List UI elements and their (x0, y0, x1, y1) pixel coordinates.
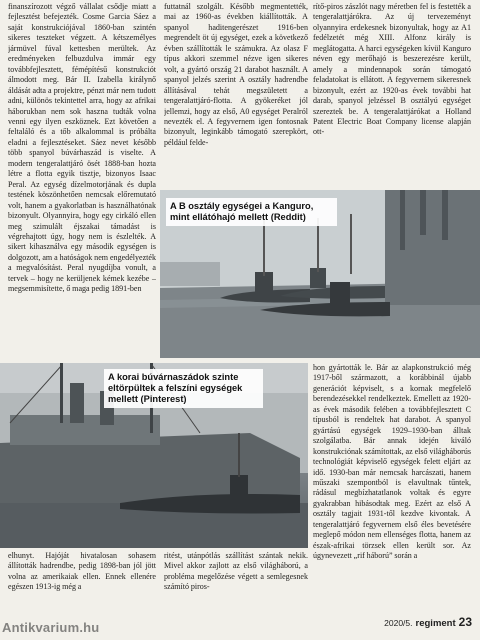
watermark: Antikvarium.hu (2, 620, 100, 635)
article-column-2-bottom (164, 551, 308, 613)
submarines-photo (160, 190, 480, 358)
article-paragraph: elhunyt. Hajóját hivatalosan sohasem állították hadrendbe, pedig 1898-ban jól jött volna az amerikaiak ellen. Ennek ellenére egészen 1913-ig még a (8, 551, 156, 592)
article-paragraph: futtatnál szolgált. Később megmentették, mai az 1960-as években kiállították. A spanyol haditengerészet 1916-ben megrendelt öt új egységet, ezek a következő évben szállították le számukra. Az olasz F típus akkori szemmel nézve igen sikeres volt, a gyártó ország 21 darabot használt. A spanyol jelzés szerint A osztály hadrendbe állításával tehát megszületett a tengeralattjáró-flotta. A gyökeréket jól jellemzi, hogy az első, A0 egységet Peralról nevezték el. A fegyvernem igen fontosnak bizonyult, leginkább támogató szerepkört, például felde- (164, 2, 308, 147)
warship-photo (0, 363, 308, 548)
article-column-2-top (164, 2, 308, 188)
magazine-name: regiment (415, 618, 456, 629)
article-column-1-bottom (8, 551, 156, 613)
article-column-3-top (313, 2, 471, 188)
article-paragraph: rítő-piros zászlót nagy méretben fel is festették a tengeralattjárókra. Az új tervezeményt olyannyira erdekesnek bizonyultak, hogy az A1 fedélzetét még XIII. Alfonz király is meglátogatta. A harci egységeken kívül Kanguro néven egy merőhajó is beszerezésre került, amely a mindennapok során támogató feladatokat is ellátott. A fegyvernem sikeresnek bizonyult, ezért az 1920-as évek további hat darab, spanyol jelzéssel B osztályú egységet szereztek be. A tengeralattjárókat a Holland Patent Electric Boat Company license alapján ott- (313, 2, 471, 137)
article-paragraph: hon gyártották le. Bár az alapkonstrukció még 1917-ből származott, a korábbinál újabb generációt képviselt, s a kornak megfelelő berendezésekkel rendelkeztek. Emellett az 1920-as évek második felében a továbbfejlesztett C típusból is rendeltek hat darabot. A spanyol gyártású egységek 1929–1930-ban álltak szolgálatba. Bár annak idején kiváló konstrukciónak számítottak, az első világháborús technológiát képviselő egységek felett eljárt az idő. 1930-ban már nemcsak harcászati, hanem műszaki szempontból is elavultnak tűntek, rádásul megbízhatatlanok voltak és egyre gyakrabban hibásodtak meg. Ezért az első A osztály tagjait 1931-től kezdve kivontak. A tengeralattjáró fegyvernem első éles bevetésére meglepő módon nem ellenséges flotta, hanem az észak-afrikai törzsek ellen került sor. Az úgynevezett „rif háború” során a (313, 363, 471, 561)
photo-caption: A B osztály egységei a Kanguro, mint ellátóhajó mellett (Reddit) (166, 198, 337, 226)
page-number: 23 (458, 615, 472, 629)
article-paragraph: finanszírozott végző vállalat csődje miatt a fejlesztést befejezték. Cosme Garcia Sáez a saját konstrukciójával 1860-ban szintén sikeres teszteket végzett. A kétszemélyes jármüvel fúval kettesben merültek. Az eredményeken felbuzdulva immár egy továbbfejlesztett, fémépítésű konstrukciót álmodott meg. Bár II. Izabella királynő áldását adta a projektre, pénzt már nem tudott adni, különös tekintettel arra, hogy az afrikai háborukban nem sok haszna tudták volna venni egy ilyen eszköznek. Ezt követően a feltaláló és a tőb alkalommal is próbálta eladni a fejlesztéseket. Sáez nevet később több spanyol búvárhaszád is viselte. A modern tengeralattjáró ösét 1888-ban hozta létre a flotta egyik tisztje, bizonyos Isaac Peral. Az egység dízelmotorjának és dupla testének köszönhetően nemcsak előremutató volt, hanem a gyakorlatban is használhatónak bizonyult. Olyannyira, hogy egy cirkáló ellen meg szimulált éjszakai támadást is végrehajtott úgy, hogy nem is észlelték. A sikert kihasználva egy második egységen is dolgozott, am a hatóságok nem engedélyezték a megvalósítást. Peral nyugdíjba vonult, a tervek – hogy ne kerüljenek kémek kezébe – megsemmisítette, ő maga pedig 1891-ben (8, 2, 156, 294)
page-footer (384, 615, 472, 629)
article-column-1-top (8, 2, 156, 362)
article-column-3-middle (313, 363, 471, 613)
photo-caption: A korai búvárnaszádok szinte eltörpültek a felszíni egységek mellett (Pinterest) (104, 369, 263, 408)
article-paragraph: ritést, utánpótlás szállítást szántak nekik. Mivel akkor zajlott az első világháború, a probléma megelőzése végett a semlegesnek számító piros- (164, 551, 308, 592)
issue-number: 2020/5. (384, 618, 413, 628)
